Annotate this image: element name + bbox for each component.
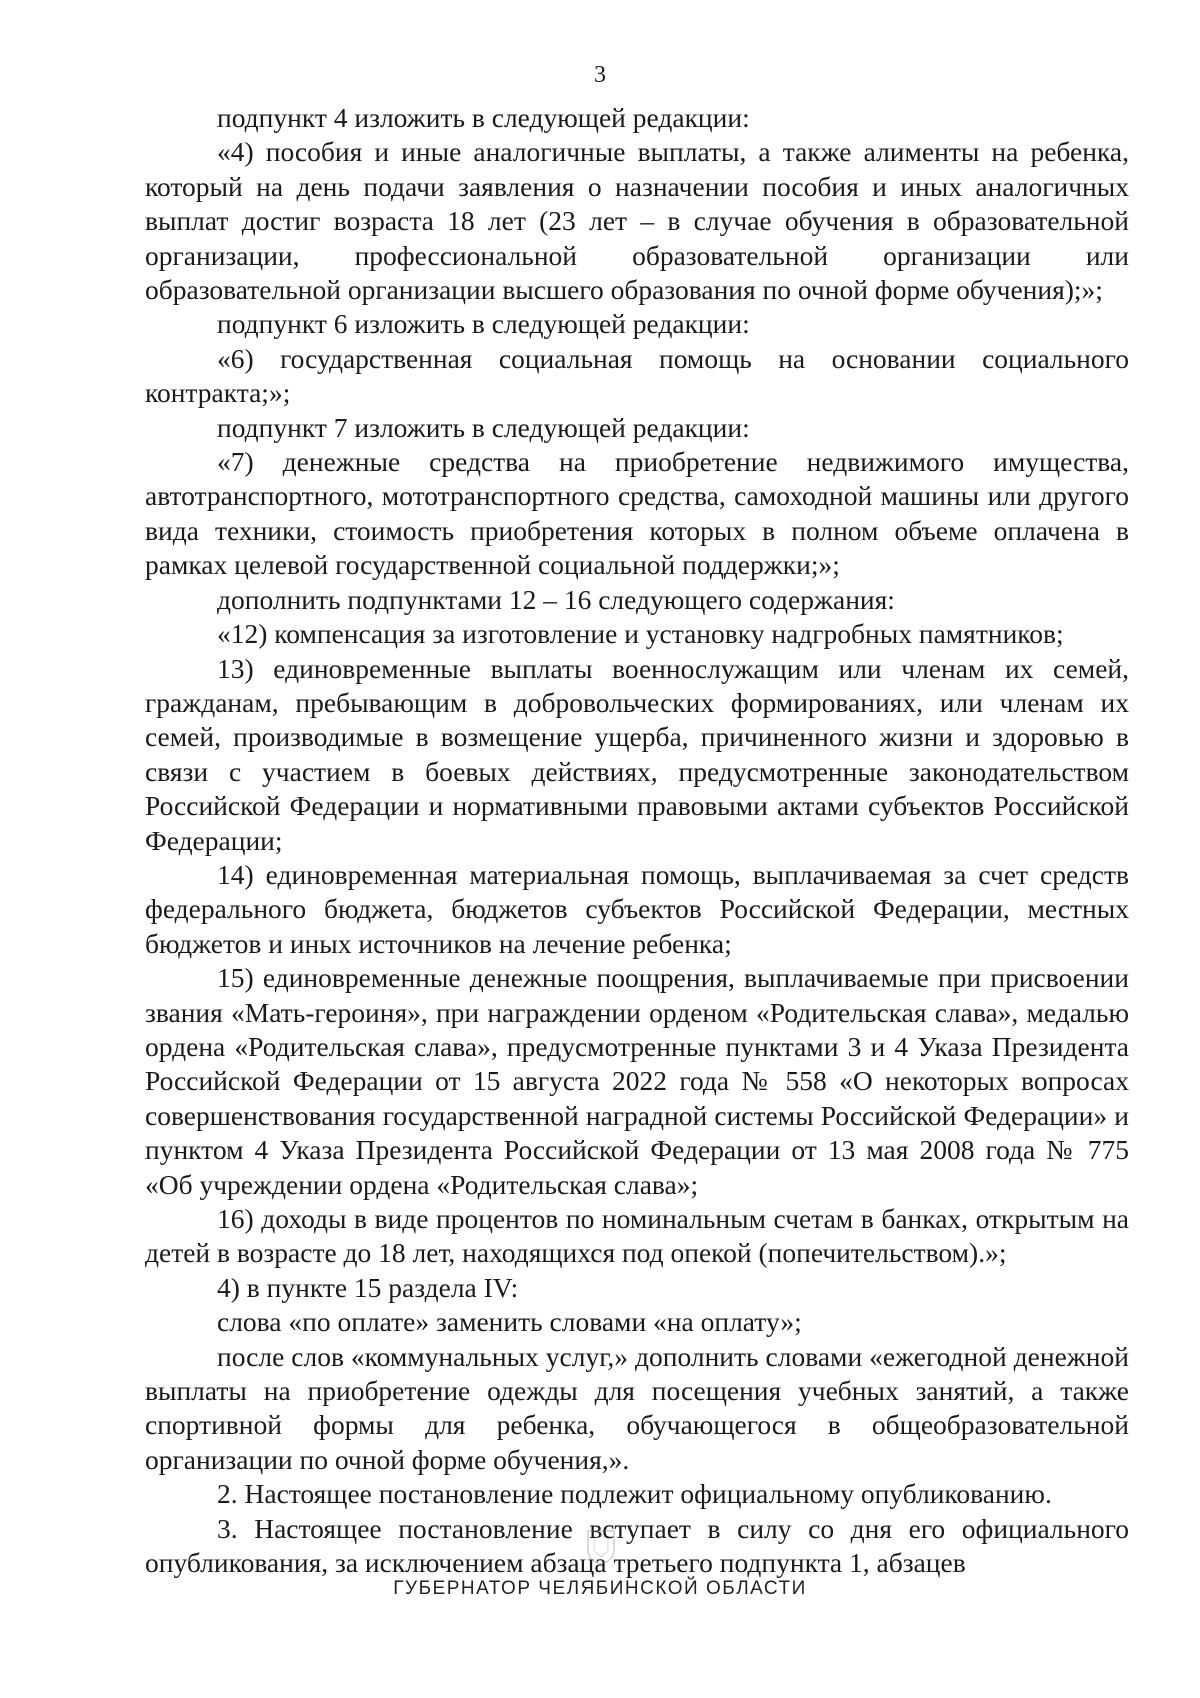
paragraph: 4) в пункте 15 раздела IV: bbox=[217, 1271, 519, 1303]
paragraph: после слов «коммунальных услуг,» дополнить словами «ежегодной денежной выплаты на приобретение одежды для посещения учебных занятий, а также спортивной формы для ребенка, обучающегося в общеобразовательной организации по очной форме обучения,». bbox=[145, 1340, 1129, 1475]
paragraph: «6) государственная социальная помощь на основании социального контракта;»; bbox=[145, 342, 1129, 409]
paragraph: подпункт 6 изложить в следующей редакции: bbox=[217, 308, 750, 340]
paragraph: дополнить подпунктами 12 – 16 следующего содержания: bbox=[217, 583, 895, 615]
document-footer: ГУБЕРНАТОР ЧЕЛЯБИНСКОЙ ОБЛАСТИ bbox=[393, 1578, 807, 1599]
paragraph: 15) единовременные денежные поощрения, выплачиваемые при присвоении звания «Мать-героиня», при награждении орденом «Родительская слава», медалью ордена «Родительская слава», предусмотренные пунктами 3 и 4 Указа Президента Российской Федерации от 15 августа 2022 года № 558 «О некоторых вопросах совершенствования государственной наградной системы Российской Федерации» и пунктом 4 Указа Президента Российской Федерации от 13 мая 2008 года № 775 «Об учреждении ордена «Родительская слава»; bbox=[145, 962, 1129, 1200]
paragraph: «12) компенсация за изготовление и установку надгробных памятников; bbox=[217, 618, 1064, 650]
paragraph: 2. Настоящее постановление подлежит официальному опубликованию. bbox=[217, 1478, 1052, 1510]
paragraph: 13) единовременные выплаты военнослужащим или членам их семей, гражданам, пребывающим в добровольческих формированиях, или членам их семей, производимые в возмещение ущерба, причиненного жизни и здоровью в связи с участием в боевых действиях, предусмотренные законодательством Российской Федерации и нормативными правовыми актами субъектов Российской Федерации; bbox=[145, 652, 1129, 856]
paragraph: 14) единовременная материальная помощь, выплачиваемая за счет средств федерального бюджета, бюджетов субъектов Российской Федерации, местных бюджетов и иных источников на лечение ребенка; bbox=[145, 858, 1129, 959]
paragraph: «7) денежные средства на приобретение недвижимого имущества, автотранспортного, мототранспортного средства, самоходной машины или другого вида техники, стоимость приобретения которых в полном объеме оплачена в рамках целевой государственной социальной поддержки;»; bbox=[145, 446, 1129, 581]
page-number: 3 bbox=[594, 62, 606, 88]
paragraph: слова «по оплате» заменить словами «на оплату»; bbox=[217, 1306, 802, 1338]
paragraph: 3. Настоящее постановление вступает в силу со дня его официального опубликования, за исключением абзаца третьего подпункта 1, абзацев bbox=[145, 1512, 1129, 1579]
document-body bbox=[145, 101, 1129, 1580]
paragraph: подпункт 4 изложить в следующей редакции: bbox=[217, 102, 750, 133]
coat-of-arms-icon bbox=[586, 1529, 616, 1565]
paragraph: «4) пособия и иные аналогичные выплаты, а также алименты на ребенка, который на день подачи заявления о назначении пособия и иных аналогичных выплат достиг возраста 18 лет (23 лет – в случае обучения в образовательной организации, профессиональной образовательной организации или образовательной организации высшего образования по очной форме обучения);»; bbox=[145, 136, 1129, 306]
paragraph: 16) доходы в виде процентов по номинальным счетам в банках, открытым на детей в возрасте до 18 лет, находящихся под опекой (попечительством).»; bbox=[145, 1203, 1129, 1269]
paragraph: подпункт 7 изложить в следующей редакции: bbox=[217, 411, 750, 443]
